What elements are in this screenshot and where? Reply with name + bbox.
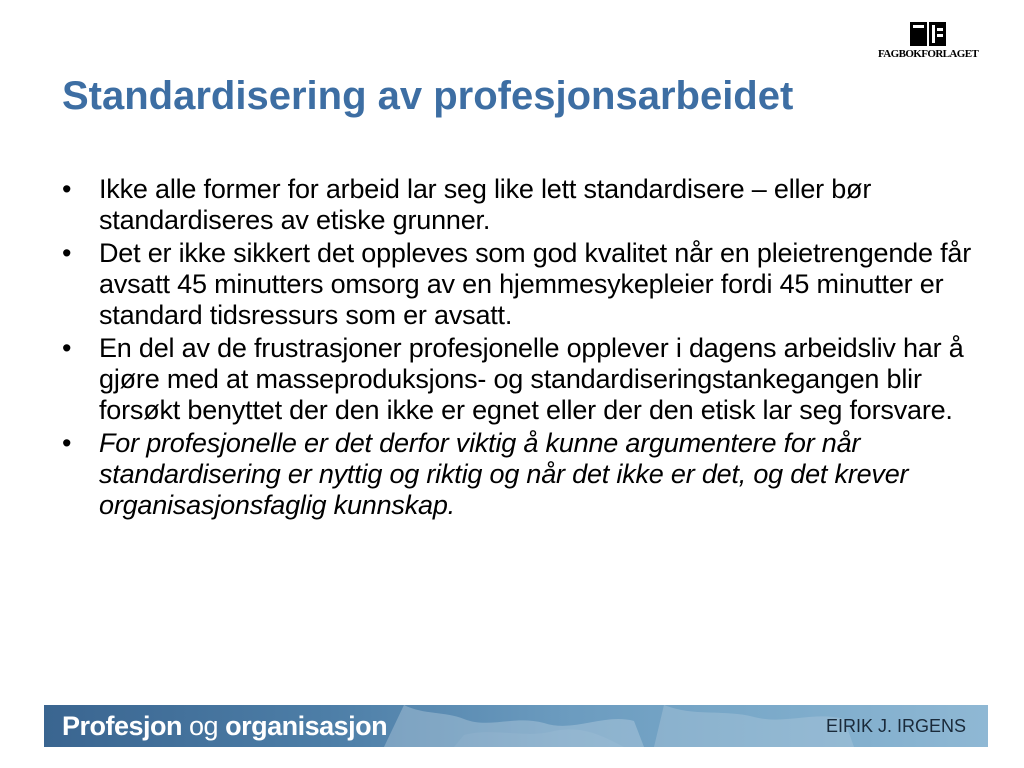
footer-title-part: organisasjon [225, 711, 388, 741]
bullet-item [62, 428, 972, 521]
bullet-list [62, 174, 972, 523]
book-logo-icon [908, 20, 948, 48]
bullet-marker: • [62, 428, 72, 458]
bullet-text: For profesjonelle er det derfor viktig å kunne argumentere for når standardisering er nyttig og riktig og når det ikke er det, og det krever organisasjonsfaglig kunnskap. [99, 428, 909, 520]
bullet-marker: • [62, 238, 72, 268]
slide-title: Standardisering av profesjonsarbeidet [62, 74, 794, 118]
footer-title-part: Profesjon [62, 711, 183, 741]
bullet-text: En del av de frustrasjoner profesjonelle opplever i dagens arbeidsliv har å gjøre med at masseproduksjons- og standardiseringstankegangen blir forsøkt benyttet der den ikke er egnet eller der den etisk lar seg forsvare. [99, 333, 964, 425]
bullet-item [62, 333, 972, 426]
publisher-logo [878, 20, 978, 68]
bullet-item [62, 174, 972, 236]
footer-book-title [62, 711, 387, 741]
publisher-logo-text: FAGBOKFORLAGET [878, 48, 979, 60]
footer-author: EIRIK J. IRGENS [825, 716, 966, 736]
footer-title-part: og [182, 711, 226, 741]
bullet-marker: • [62, 174, 72, 204]
bullet-text: Det er ikke sikkert det oppleves som god kvalitet når en pleietrengende får avsatt 45 minutters omsorg av en hjemmesykepleier fordi 45 minutter er standard tidsressurs som er avsatt. [99, 238, 971, 330]
bullet-text: Ikke alle former for arbeid lar seg like lett standardisere – eller bør standardiseres av etiske grunner. [99, 174, 872, 235]
footer-bar [44, 705, 988, 747]
bullet-item [62, 238, 972, 331]
bullet-marker: • [62, 333, 72, 363]
